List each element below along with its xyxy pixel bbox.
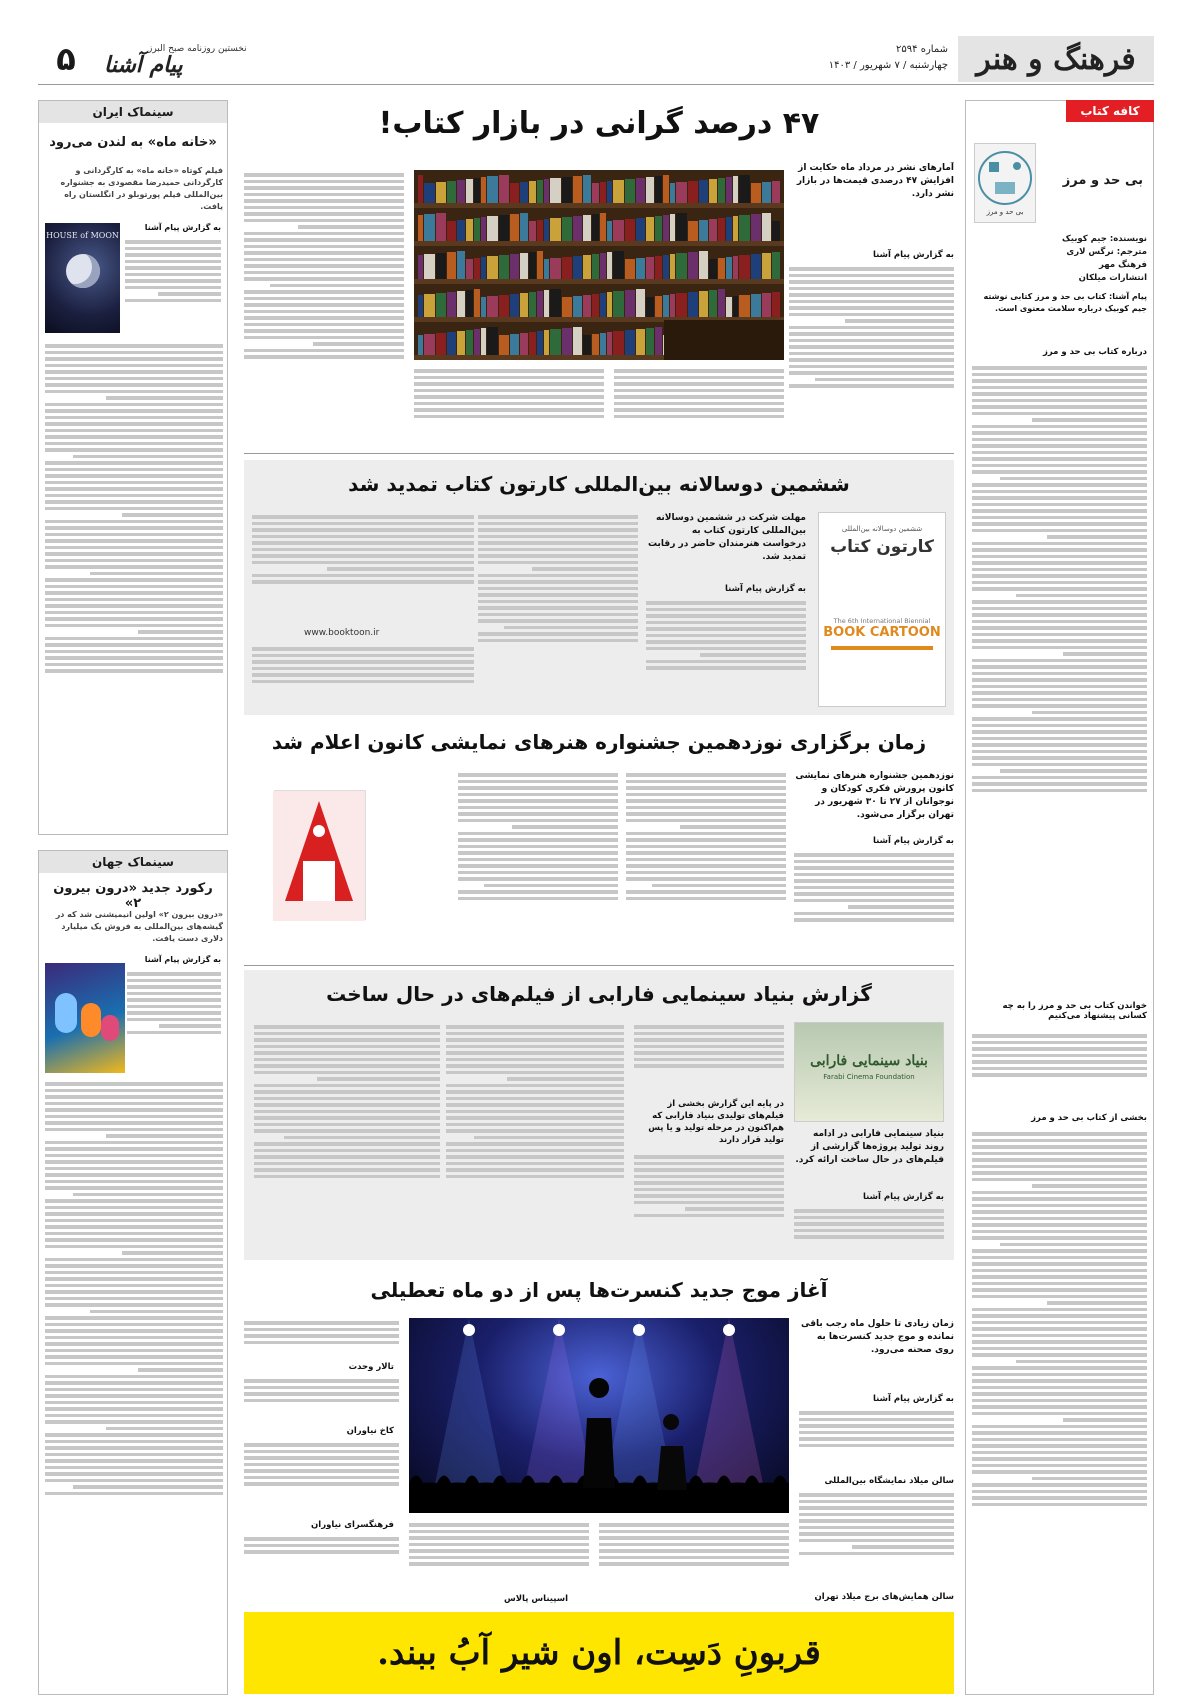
- issue-info: [798, 42, 948, 74]
- bookshelf-photo: [414, 170, 784, 360]
- masthead-name: پیام آشنا: [104, 52, 183, 78]
- article-book-cartoon-lead: مهلت شرکت در ششمین دوسالانه بین‌المللی کارتون کتاب به درخواست هنرمندان حاضر در رقابت تمدید شد.: [648, 513, 806, 562]
- article-book-cartoon-body-3: [252, 512, 474, 622]
- article-concerts-body-3: [599, 1520, 789, 1590]
- article-farabi-body-1: [794, 1206, 944, 1254]
- kanoon-poster: [274, 790, 366, 920]
- article-book-prices-body-4: [244, 170, 404, 450]
- book-cover-title: بی حد و مرز: [986, 208, 1024, 216]
- masthead-tagline: نخستین روزنامه صبح البرز: [148, 44, 247, 54]
- article-concerts-body-5: [244, 1318, 399, 1358]
- poster-stripe: [831, 646, 933, 650]
- article-concerts-body-8: [244, 1534, 399, 1564]
- article-farabi: [244, 970, 954, 1260]
- article-kanoon-festival-lead: نوزدهمین جشنواره هنرهای نمایشی کانون پرورش فکری کودکان و نوجوانان از ۲۷ تا ۳۰ شهریور در تهران برگزار می‌شود.: [795, 771, 954, 820]
- cinema-world-label: سینماک جهان: [39, 851, 227, 873]
- issue-number: شماره ۲۵۹۴: [896, 44, 948, 55]
- farabi-logo-text: بنیاد سینمایی فارابی: [810, 1053, 928, 1069]
- article-concerts-body-1: [799, 1408, 954, 1468]
- banner-text: قربونِ دَسِت، اون شیر آبُ ببند.: [377, 1633, 821, 1673]
- article-kanoon-festival-body-3: [458, 770, 618, 960]
- cinema-iran-report: به گزارش پیام آشنا: [144, 223, 221, 232]
- article-book-cartoon-body-1: [646, 598, 806, 708]
- cinema-world-lead: «درون بیرون ۲» اولین انیمیشنی شد که در گیشه‌های بین‌المللی به فروش یک میلیارد دلاری دست یافت.: [55, 910, 223, 943]
- website-link[interactable]: www.booktoon.ir: [304, 628, 380, 638]
- cinema-world-body-2: [45, 1079, 223, 1687]
- red-stage-icon: [273, 791, 365, 921]
- character-icon-3: [101, 1015, 119, 1041]
- article-concerts-report: به گزارش پیام آشنا: [872, 1394, 954, 1404]
- venue-niavaran: کاخ نیاوران: [346, 1426, 394, 1436]
- cinema-iran-headline: «خانه ماه» به لندن می‌رود: [49, 135, 217, 150]
- book-body-3: [972, 1129, 1147, 1689]
- character-icon-2: [81, 1003, 101, 1037]
- article-farabi-body-5: [254, 1022, 440, 1254]
- cinema-world-report: به گزارش پیام آشنا: [144, 955, 221, 964]
- book-cover-icon: [975, 148, 1035, 208]
- article-book-cartoon-body-4: [252, 644, 474, 708]
- poster-en-1: The 6th International Biennial: [833, 617, 931, 625]
- article-book-cartoon-body-2: [478, 512, 638, 708]
- article-farabi-lead: بنیاد سینمایی فارابی در ادامه روند تولید پروژه‌ها گزارشی از فیلم‌های در حال ساخت ارائه کرد.: [795, 1129, 944, 1165]
- book-lead: پیام آشنا: کتاب بی حد و مرز کتابی نوشته جیم کوبیک درباره سلامت معنوی است.: [983, 292, 1147, 313]
- article-book-cartoon: [244, 460, 954, 715]
- article-kanoon-festival-body-2: [626, 770, 786, 960]
- venue-niavaran-culture: فرهنگسرای نیاوران: [311, 1520, 394, 1530]
- moon-icon: [66, 254, 100, 288]
- farabi-logo: [794, 1022, 944, 1122]
- article-book-prices-headline: ۴۷ درصد گرانی در بازار کتاب!: [378, 106, 820, 141]
- book-body-2: [972, 1031, 1147, 1105]
- poster-title: HOUSE of MOON: [46, 231, 119, 240]
- page-header: [38, 36, 1154, 82]
- section-title: فرهنگ و هنر: [958, 36, 1154, 82]
- article-concerts-headline: آغاز موج جدید کنسرت‌ها پس از دو ماه تعطیلی: [370, 1278, 828, 1302]
- article-book-prices-report: به گزارش پیام آشنا: [872, 250, 954, 260]
- cinema-iran-lead: فیلم کوتاه «خانه ماه» به کارگردانی و کارگردانی حمیدرضا مقصودی به جشنواره بین‌المللی فیلم پورتوبلو در انگلستان راه یافت.: [60, 166, 223, 211]
- venue-vahdat: تالار وحدت: [348, 1362, 394, 1372]
- book-subhead-3: بخشی از کتاب بی حد و مرز: [1031, 1113, 1147, 1123]
- book-subhead-1: درباره کتاب بی حد و مرز: [1042, 347, 1147, 357]
- article-farabi-subhead: در پایه این گزارش بخشی از فیلم‌های تولیدی بنیاد فارابی که هم‌اکنون در مرحله تولید و یا پس تولید قرار دارند: [648, 1099, 784, 1145]
- cinema-iran-label: سینماک ایران: [39, 101, 227, 123]
- concert-photo: [409, 1318, 789, 1513]
- cinema-iran-body-2: [45, 341, 223, 829]
- article-book-prices-body-2: [614, 366, 784, 450]
- article-concerts-body-2: [799, 1490, 954, 1586]
- house-of-moon-poster: [45, 223, 120, 333]
- article-book-cartoon-report: به گزارش پیام آشنا: [724, 584, 806, 594]
- article-farabi-report: به گزارش پیام آشنا: [862, 1192, 944, 1202]
- article-concerts-body-4: [409, 1520, 589, 1590]
- book-cover: [974, 143, 1036, 223]
- cinema-world-headline: رکورد جدید «درون بیرون ۲»: [53, 881, 213, 911]
- book-cafe-column: [965, 100, 1154, 1695]
- article-concerts-body-7: [244, 1440, 399, 1514]
- farabi-logo-en: Farabi Cinema Foundation: [823, 1073, 915, 1081]
- article-kanoon-festival-body-1: [794, 850, 954, 960]
- cinema-world-body: [127, 969, 221, 1073]
- book-title: بی حد و مرز: [1062, 173, 1143, 188]
- concert-stage-illustration: [409, 1318, 789, 1513]
- poster-en-2: BOOK CARTOON: [823, 625, 941, 640]
- article-book-prices: [244, 100, 954, 450]
- article-concerts: [244, 1268, 954, 1608]
- poster-sub: ششمین دوسالانه بین‌المللی: [841, 525, 923, 533]
- article-kanoon-festival-report: به گزارش پیام آشنا: [872, 836, 954, 846]
- book-cafe-label: کافه کتاب: [1066, 100, 1154, 122]
- character-icon: [55, 993, 77, 1033]
- venue-milad-expo: سالن میلاد نمایشگاه بین‌المللی: [824, 1476, 954, 1486]
- article-book-prices-body-3: [414, 366, 604, 450]
- article-concerts-body-6: [244, 1376, 399, 1420]
- article-kanoon-festival-headline: زمان برگزاری نوزدهمین جشنواره هنرهای نمایشی کانون اعلام شد: [271, 730, 927, 754]
- book-cartoon-poster: [818, 512, 946, 707]
- page-number: ۵: [56, 40, 76, 78]
- venue-milad-tower: سالن همایش‌های برج میلاد تهران: [814, 1592, 954, 1602]
- article-farabi-headline: گزارش بنیاد سینمایی فارابی از فیلم‌های در حال ساخت: [326, 982, 872, 1006]
- article-farabi-body-3: [634, 1152, 784, 1254]
- inside-out-poster: [45, 963, 125, 1073]
- poster-title: کارتون کتاب: [830, 537, 934, 557]
- cinema-world-box: [38, 850, 228, 1695]
- issue-date: چهارشنبه / ۷ شهریور / ۱۴۰۳: [828, 60, 948, 71]
- article-farabi-body-2: [634, 1022, 784, 1094]
- water-saving-banner: [244, 1612, 954, 1694]
- article-book-cartoon-headline: ششمین دوسالانه بین‌المللی کارتون کتاب تمدید شد: [348, 472, 850, 496]
- article-kanoon-festival: [244, 722, 954, 962]
- article-book-prices-body-1: [789, 264, 954, 450]
- bookshelf-illustration: [414, 170, 784, 360]
- article-farabi-body-4: [446, 1022, 624, 1254]
- book-body-1: [972, 363, 1147, 993]
- venue-espinas: اسپیناس پالاس: [504, 1594, 569, 1604]
- article-concerts-lead: زمان زیادی تا حلول ماه رجب باقی نمانده و موج جدید کنسرت‌ها به روی صحنه می‌رود.: [800, 1319, 954, 1355]
- masthead: [102, 38, 302, 80]
- book-subhead-2: خواندن کتاب بی حد و مرز را به چه کسانی پیشنهاد می‌کنیم: [1002, 1001, 1147, 1021]
- book-credits: نویسنده: جیم کوبیک مترجم: نرگس لاری فرهنگ مهر انتشارات میلکان: [1062, 234, 1147, 283]
- cinema-iran-body: [125, 237, 221, 337]
- cinema-iran-box: [38, 100, 228, 835]
- article-book-prices-lead: آمارهای نشر در مرداد ماه حکایت از افزایش ۴۷ درصدی قیمت‌ها در بازار نشر دارد.: [796, 163, 954, 199]
